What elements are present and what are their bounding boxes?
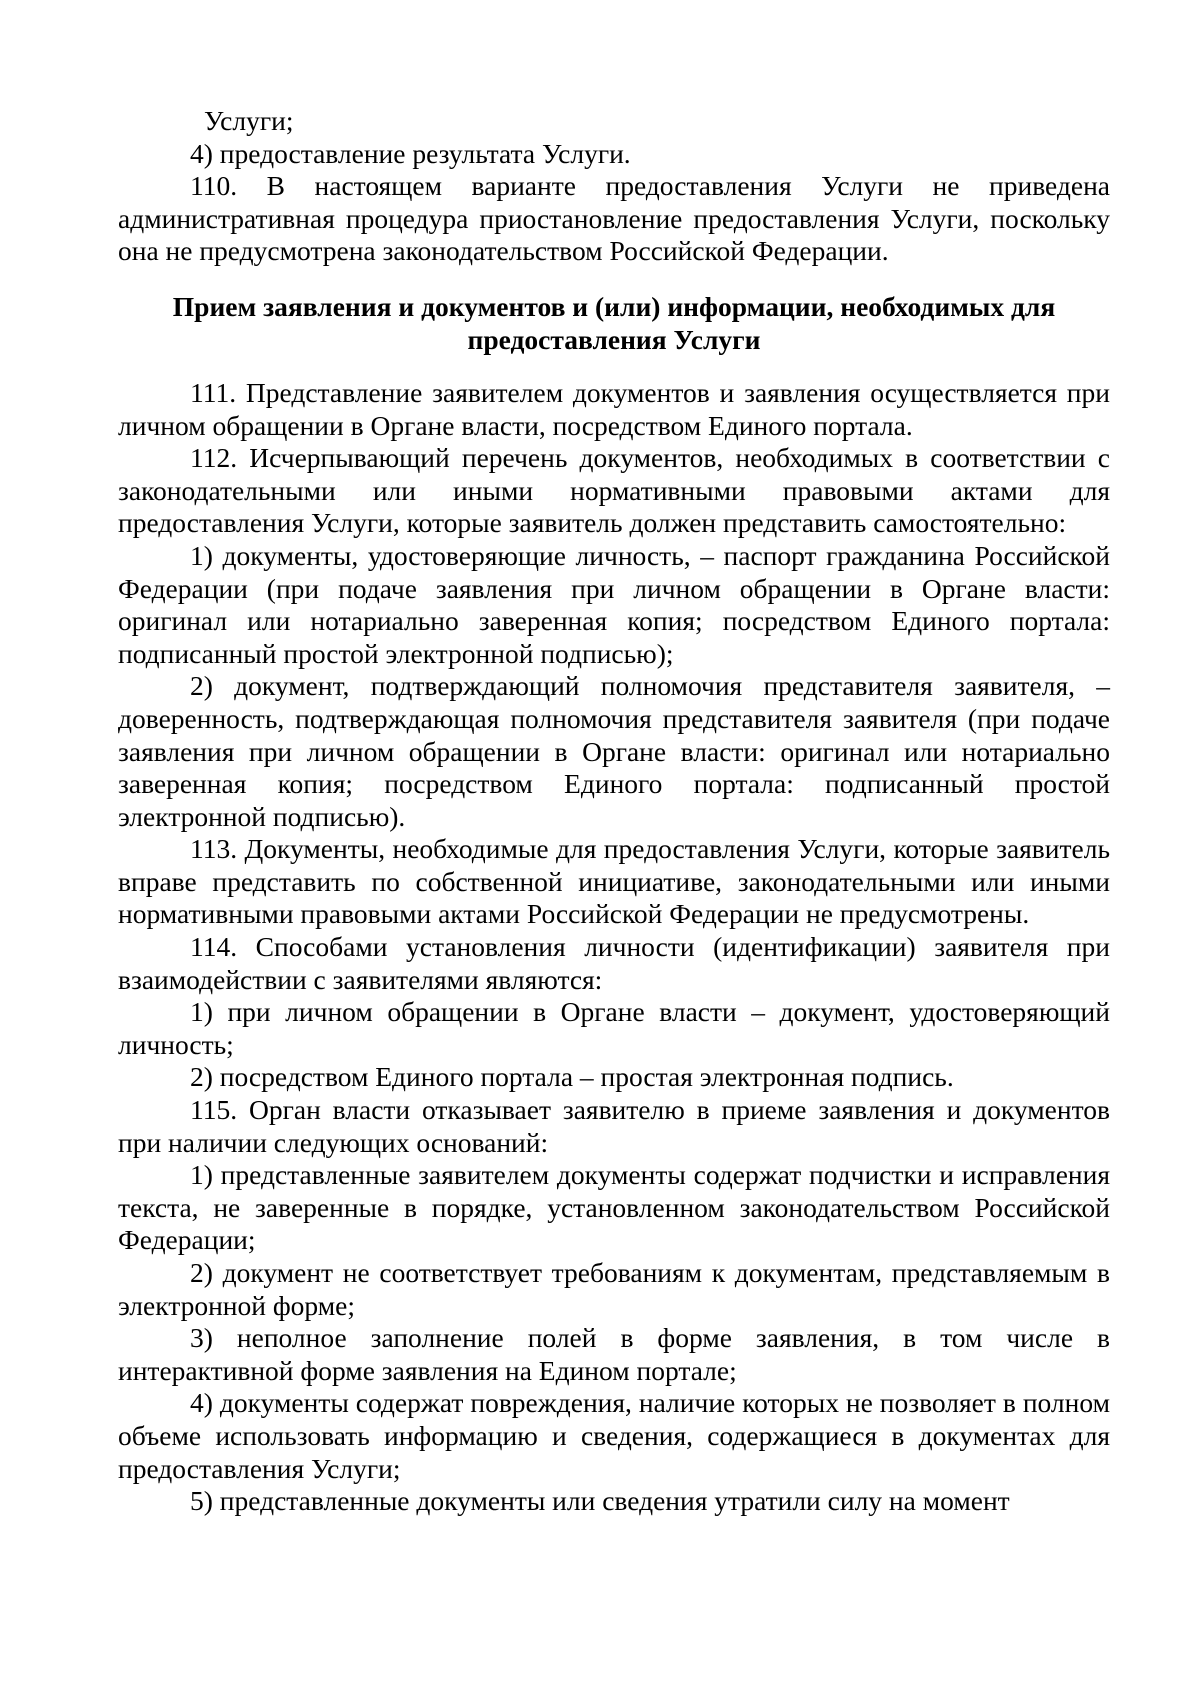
paragraph-top-1: 4) предоставление результата Услуги.: [190, 137, 631, 169]
section-heading: [118, 290, 1110, 356]
paragraph-115-item-3: 3) неполное заполнение полей в форме заявления, в том числе в интерактивной форме заявления на Едином портале;: [118, 1322, 1110, 1386]
paragraph-top-0: Услуги;: [204, 105, 294, 136]
paragraph-110: 110. В настоящем варианте предоставления Услуги не приведена административная процедура приостановление предоставления Услуги, поскольку она не предусмотрена законодательством Российской Федерации.: [118, 170, 1110, 267]
paragraph-114: 114. Способами установления личности (идентификации) заявителя при взаимодействии с заявителями являются:: [118, 931, 1110, 995]
paragraph-112-item-2: 2) документ, подтверждающий полномочия представителя заявителя, – доверенность, подтверждающая полномочия представителя заявителя (при подаче заявления при личном обращении в Органе власти: оригинал или нотариально заверенная копия; посредством Единого портала: подписанный простой электронной подписью).: [118, 670, 1110, 832]
paragraph-115-item-5: 5) представленные документы или сведения утратили силу на момент: [190, 1485, 1010, 1517]
paragraph-112: 112. Исчерпывающий перечень документов, необходимых в соответствии с законодательными или иными нормативными правовыми актами для предоставления Услуги, которые заявитель должен представить самостоятельно:: [118, 442, 1110, 539]
section-heading-line-2: предоставления Услуги: [467, 323, 761, 355]
paragraph-115-item-2: 2) документ не соответствует требованиям к документам, представляемым в электронной форме;: [118, 1257, 1110, 1321]
paragraph-115: 115. Орган власти отказывает заявителю в приеме заявления и документов при наличии следующих оснований:: [118, 1094, 1110, 1158]
paragraph-113: 113. Документы, необходимые для предоставления Услуги, которые заявитель вправе представить по собственной инициативе, законодательными или иными нормативными правовыми актами Российской Федерации не предусмотрены.: [118, 833, 1110, 930]
paragraph-115-item-4: 4) документы содержат повреждения, наличие которых не позволяет в полном объеме использовать информацию и сведения, содержащиеся в документах для предоставления Услуги;: [118, 1387, 1110, 1484]
document-page: [118, 105, 1110, 1518]
paragraph-111: 111. Представление заявителем документов и заявления осуществляется при личном обращении в Органе власти, посредством Единого портала.: [118, 376, 1110, 441]
paragraph-112-item-1: 1) документы, удостоверяющие личность, – паспорт гражданина Российской Федерации (при подаче заявления при личном обращении в Органе власти: оригинал или нотариально заверенная копия; посредством Единого портала: подписанный простой электронной подписью);: [118, 539, 1110, 669]
paragraph-114-item-2: 2) посредством Единого портала – простая электронная подпись.: [190, 1061, 954, 1093]
paragraph-115-item-1: 1) представленные заявителем документы содержат подчистки и исправления текста, не заверенные в порядке, установленном законодательством Российской Федерации;: [118, 1159, 1110, 1256]
section-heading-line-1: Прием заявления и документов и (или) информации, необходимых для: [172, 290, 1056, 322]
paragraph-114-item-1: 1) при личном обращении в Органе власти – документ, удостоверяющий личность;: [118, 996, 1110, 1060]
